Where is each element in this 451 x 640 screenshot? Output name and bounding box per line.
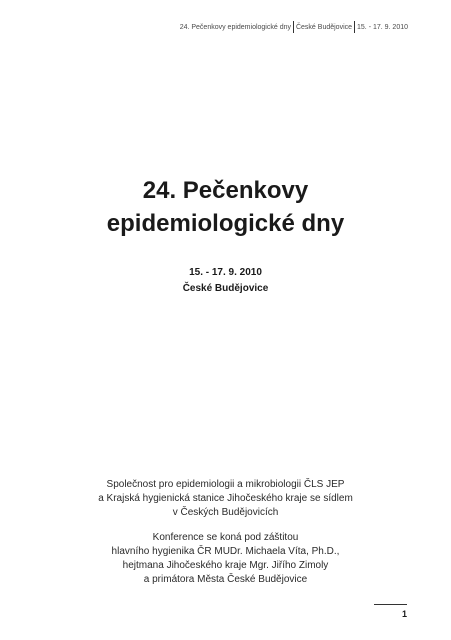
page-title [0,174,451,240]
patronage-line-3: hejtmana Jihočeského kraje Mgr. Jiřího Zimoly [122,560,329,571]
organizer-line-3: v Českých Budějovicích [172,507,279,518]
running-header-dates: 15. - 17. 9. 2010 [357,23,408,31]
title-line-1: 24. Pečenkovy [142,177,309,204]
organizer-block [0,478,451,520]
running-header-event: 24. Pečenkovy epidemiologické dny [179,23,291,31]
event-dates: 15. - 17. 9. 2010 [189,267,262,278]
header-separator [293,21,294,33]
event-city: České Budějovice [182,283,269,294]
patronage-block [0,531,451,587]
running-header-city: České Budějovice [295,23,353,31]
event-meta [0,265,451,297]
patronage-line-2: hlavního hygienika ČR MUDr. Michaela Víta, Ph.D., [111,546,340,557]
header-separator [354,21,355,33]
footer-rule [374,604,407,605]
running-header [180,21,408,33]
organizer-line-2: a Krajská hygienická stanice Jihočeského kraje se sídlem [98,493,353,504]
patronage-line-1: Konference se koná pod záštitou [152,532,299,543]
page-number: 1 [401,609,407,619]
patronage-line-4: a primátora Města České Budějovice [143,574,308,585]
organizer-line-1: Společnost pro epidemiologii a mikrobiologii ČLS JEP [106,479,345,490]
title-line-2: epidemiologické dny [106,210,345,237]
